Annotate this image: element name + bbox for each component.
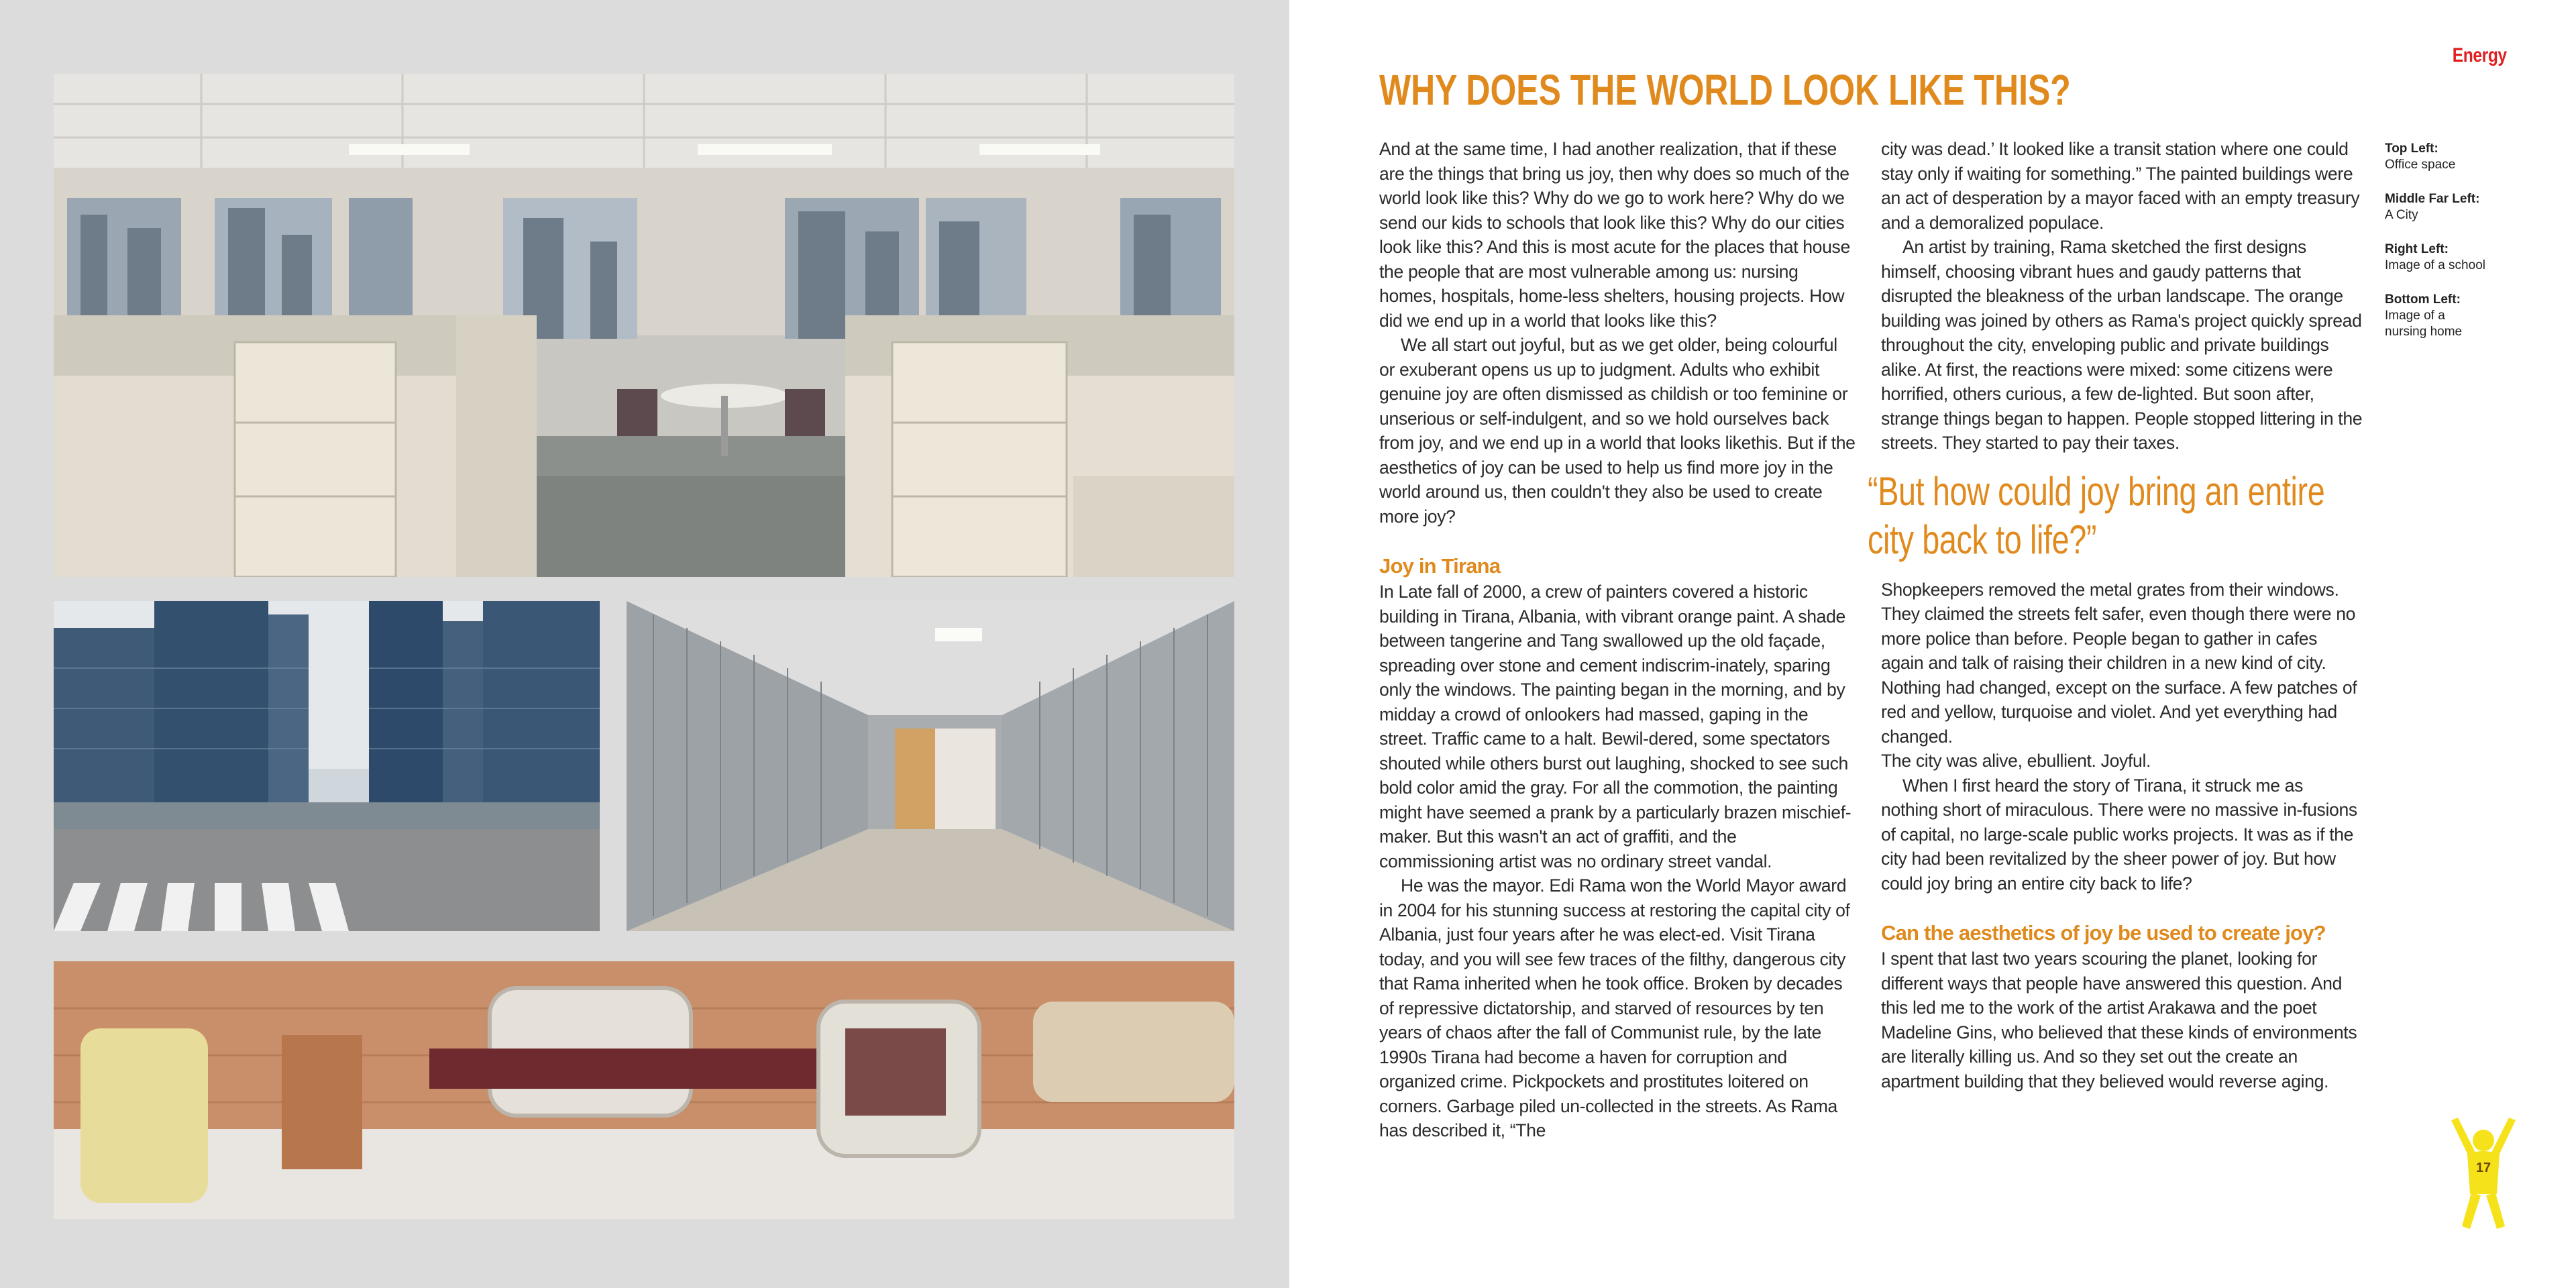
subheading-joy-in-tirana: Joy in Tirana: [1379, 554, 1501, 578]
school-photo: [627, 601, 1234, 931]
paragraph: He was the mayor. Edi Rama won the World Mayor award in 2004 for his stunning success at restoring the capital city of Albania, just four years after he was elect-ed. Visit Tirana today, and you will see few traces of the filthy, dangerous city that Rama inherited when he took office. Broken by decades of repressive dictatorship, and starved of resources by ten years of chaos after the fall of Communist rule, by the late 1990s Tirana had become a haven for corruption and organized crime. Pickpockets and prostitutes loitered on corners. Garbage piled un-collected in the streets. As Rama has described it, “The: [1379, 875, 1850, 1140]
paragraph: When I first heard the story of Tirana, it struck me as nothing short of miraculous. There were no massive in-fusions of capital, no large-scale public works projects. It was as if the city had been revitalized by the sheer power of joy. But how could joy bring an entire city back to life?: [1881, 775, 2357, 894]
caption-text: A City: [2385, 208, 2418, 222]
subheading-aesthetics-of-joy: Can the aesthetics of joy be used to create joy?: [1881, 921, 2326, 945]
caption-label: Middle Far Left:: [2385, 192, 2480, 206]
office-space-photo: [54, 74, 1234, 577]
text-column-2: [1868, 137, 2363, 1093]
paragraph: I spent that last two years scouring the planet, looking for different ways that people have answered this question. And this led me to the work of the artist Arakawa and the poet Madeline Gins, who believed that these kinds of environments are literally killing us. And so they set out the create an apartment building that they believed would reverse aging.: [1881, 949, 2357, 1091]
caption-text: Office space: [2385, 158, 2456, 172]
paragraph: In Late fall of 2000, a crew of painters covered a historic building in Tirana, Albania, with vibrant orange paint. A shade between tangerine and Tang swallowed up the old façade, spreading over stone and cement indiscrim-inately, sparing only the windows. The painting began in the morning, and by midday a crowd of onlookers had massed, gaping in the street. Traffic came to a halt. Bewil-dered, some spectators shouted while others burst out laughing, shocked to see such bold color amid the gray. For all the commotion, the painting might have seemed a prank by a particularly brazen mischief-maker. But this wasn't an act of graffiti, and the commissioning artist was no ordinary street vandal.: [1379, 582, 1851, 871]
paragraph: The city was alive, ebullient. Joyful.: [1881, 751, 2151, 771]
paragraph: An artist by training, Rama sketched the first designs himself, choosing vibrant hues and gaudy patterns that disrupted the bleakness of the urban landscape. The orange building was joined by others as Rama's project quickly spread throughout the city, enveloping public and private buildings alike. At first, the reactions were mixed: some citizens were horrified, others curious, a few de-lighted. But soon after, strange things began to happen. People stopped littering in the streets. They started to pay their taxes.: [1881, 237, 2363, 453]
nursing-home-photo: [54, 961, 1234, 1219]
city-photo: [54, 601, 600, 931]
caption-bottom-left: [2385, 292, 2485, 340]
pull-quote: “But how could joy bring an entire city back to life?”: [1868, 468, 2325, 562]
paragraph: We all start out joyful, but as we get older, being colourful or exuberant opens us up to judgment. Adults who exhibit genuine joy are often dismissed as childish or too feminine or unserious or self-indulgent, and so we hold ourselves back from joy, and we end up in a world that looks likethis. But if the aesthetics of joy can be used to help us find more joy in the world around us, then couldn't they also be used to create more joy?: [1379, 335, 1856, 527]
caption-label: Right Left:: [2385, 242, 2449, 256]
photo-captions: [2385, 141, 2485, 358]
section-label: Energy: [2453, 44, 2507, 66]
paragraph: Shopkeepers removed the metal grates from their windows. They claimed the streets felt safer, even though there were no more police than before. People began to gather in cafes again and talk of raising their children in a new kind of city. Nothing had changed, except on the surface. A few patches of red and yellow, turquoise and violet. And yet everything had changed.: [1881, 579, 2357, 747]
caption-right-left: [2385, 241, 2485, 274]
caption-top-left: [2385, 141, 2485, 173]
caption-text: Image of a school: [2385, 258, 2485, 272]
paragraph: city was dead.’ It looked like a transit station where one could stay only if waiting for something.” The painted buildings were an act of desperation by a mayor faced with an empty treasury and a demoralized populace.: [1881, 139, 2360, 233]
page-number: 17: [2475, 1161, 2491, 1175]
text-column-1: [1379, 137, 1856, 1143]
caption-label: Top Left:: [2385, 142, 2438, 156]
paragraph: And at the same time, I had another realization, that if these are the things that bring us joy, then why does so much of the world look like this? Why do we go to work here? Why do we send our kids to schools that look like this? Why do our cities look like this? And this is most acute for the places that house the people that are most vulnerable among us: nursing homes, hospitals, home-less shelters, housing projects. How did we end up in a world that looks like this?: [1379, 139, 1850, 331]
caption-label: Bottom Left:: [2385, 292, 2461, 307]
page-title: WHY DOES THE WORLD LOOK LIKE THIS?: [1379, 66, 2071, 114]
caption-middle-far-left: [2385, 191, 2485, 223]
caption-text: Image of a nursing home: [2385, 309, 2463, 339]
